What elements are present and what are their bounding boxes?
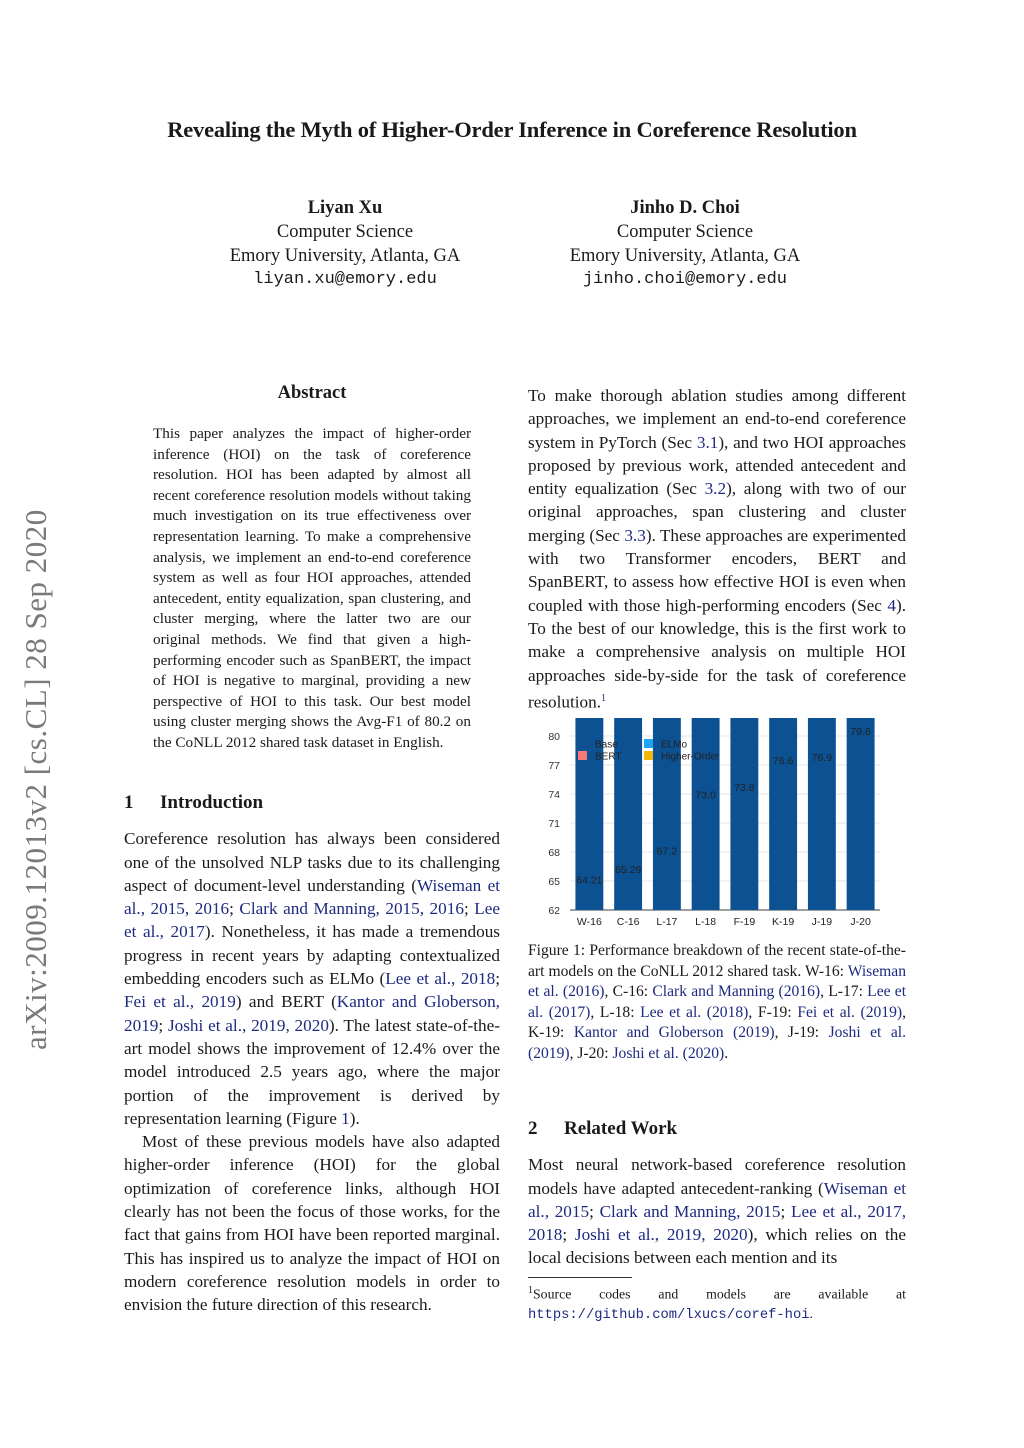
x-tick-label: K-19 [772, 916, 795, 928]
footnote [528, 1281, 906, 1325]
citation-link[interactable]: Kantor and Globerson (2019) [573, 1024, 775, 1042]
text-run: . [724, 1044, 729, 1062]
arxiv-stamp: arXiv:2009.12013v2 [cs.CL] 28 Sep 2020 [18, 509, 53, 1050]
author-block-2 [515, 196, 855, 292]
text-run: ). The latest state-of-the-art model shows the improvement of 12.4% over the model introduced 2.5 years ago, where the major portion of the improvement is derived by representation learning (Figure [124, 1015, 500, 1128]
abstract-heading: Abstract [277, 383, 347, 403]
y-tick-label: 62 [548, 905, 560, 917]
text-run: Figure 1: Performance breakdown of the recent state-of-the-art models on the CoNLL 2012 shared task. W-16: [528, 942, 906, 980]
citation-link[interactable]: Clark and Manning, 2015, 2016 [239, 899, 464, 919]
text-run: , J-19: [774, 1024, 829, 1042]
citation-link[interactable]: Lee et al., 2017, 2018 [528, 1201, 906, 1245]
text-run: , F-19: [748, 1003, 798, 1021]
text-run: , J-20: [569, 1044, 613, 1062]
related-work-section [528, 1117, 906, 1270]
y-tick-label: 74 [548, 789, 560, 801]
text-run: ; [158, 1015, 168, 1035]
text-run: ). Nonetheless, it has made a tremendous progress in recent years by adapting contextualized embedding encoders such as ELMo ( [124, 922, 500, 989]
text-run: ). [349, 1108, 360, 1128]
bar-segment-base [614, 718, 642, 910]
text-run: ), along with two of our original approaches, span clustering and cluster merging (Sec [528, 479, 906, 545]
text-run: ). These approaches are experimented with two Transformer encoders, BERT and SpanBERT, to assess how effective HOI is even when coupled with those high-performing encoders (Sec [528, 525, 906, 615]
citation-link[interactable]: Clark and Manning, 2015 [599, 1201, 781, 1221]
citation-link[interactable]: 3.3 [624, 525, 646, 545]
author-dept: Computer Science [276, 222, 414, 242]
x-tick-label: J-20 [850, 916, 871, 928]
author-dept: Computer Science [616, 222, 754, 242]
citation-link[interactable]: Joshi et al. (2020) [612, 1044, 725, 1062]
y-tick-label: 65 [548, 876, 560, 888]
figure-caption [528, 941, 906, 1065]
performance-bar-chart [540, 718, 910, 933]
bar-total-label: 73.8 [734, 781, 755, 794]
text-run: ), and two HOI approaches proposed by previous work, attended antecedent and entity equalization (Sec [528, 432, 906, 499]
citation-link[interactable]: Wiseman et al., 2015 [528, 1178, 906, 1221]
x-tick-label: W-16 [576, 916, 602, 928]
citation-link[interactable]: Joshi et al. (2019) [528, 1024, 906, 1062]
x-tick-label: L-18 [695, 916, 717, 928]
author-block-1 [175, 196, 515, 292]
citation-link[interactable]: Wiseman et al. (2016) [528, 962, 906, 1001]
section-title: Introduction [160, 792, 264, 813]
text-run: ; [495, 969, 500, 989]
legend-swatch-bert [578, 751, 587, 760]
bar-total-label: 67.2 [656, 845, 678, 858]
author-name: Jinho D. Choi [630, 198, 740, 218]
text-run: ; [229, 899, 240, 919]
footnote-text: Source codes and models are available at [533, 1286, 906, 1302]
text-run: ; [463, 899, 475, 919]
section-title: Related Work [564, 1118, 678, 1139]
bar-segment-base [847, 718, 875, 910]
x-tick-label: J-19 [811, 916, 833, 928]
author-name: Liyan Xu [307, 198, 383, 218]
bar-segment-base [769, 718, 797, 910]
bar-total-label: 65.29 [614, 864, 642, 877]
footnote-ref[interactable]: 1 [601, 692, 607, 704]
footnote-mark: 1 [528, 1285, 533, 1296]
text-run: , K-19: [528, 1003, 906, 1042]
paper-title: Revealing the Myth of Higher-Order Inference in Coreference Resolution [167, 117, 857, 142]
citation-link[interactable]: Lee et al. (2018) [640, 1003, 749, 1021]
intro-section [124, 791, 500, 1317]
citation-link[interactable]: Fei et al., 2019 [124, 992, 236, 1012]
y-tick-label: 68 [548, 847, 560, 859]
citation-link[interactable]: Lee et al., 2018 [385, 969, 496, 989]
text-run: , C-16: [604, 983, 653, 1001]
text-run: Most neural network-based coreference resolution models have adapted antecedent-ranking ( [528, 1155, 906, 1198]
text-run: , L-18: [590, 1003, 641, 1021]
bar-segment-base [692, 718, 720, 910]
legend-swatch-elmo [644, 739, 653, 748]
citation-link[interactable]: Clark and Manning (2016) [652, 983, 821, 1001]
text-run: Coreference resolution has always been considered one of the unsolved NLP tasks due to its challenging aspect of document-level understanding ( [124, 829, 500, 895]
legend-label: ELMo [661, 739, 688, 751]
section-number: 2 [528, 1118, 538, 1139]
legend-label: Higher-Order [661, 751, 720, 763]
bar-total-label: 79.6 [850, 725, 871, 738]
citation-link[interactable]: 3.2 [704, 479, 727, 499]
text-run: , L-17: [820, 983, 868, 1001]
author-affiliation: Emory University, Atlanta, GA [229, 246, 461, 266]
bar-total-label: 64.21 [576, 874, 603, 887]
author-email[interactable]: jinho.choi@emory.edu [582, 270, 788, 289]
bar-total-label: 76.9 [811, 751, 833, 764]
text-run: ) and BERT ( [235, 992, 337, 1012]
abstract-text: This paper analyzes the impact of higher-order inference (HOI) on the task of coreference resolution. HOI has been adapted by almost all recent coreference resolution models without taking much investigation on its true effectiveness over representation learning. To make a comprehensive analysis, we implement an end-to-end coreference system as well as four HOI approaches, attended antecedent, entity equalization, span clustering, and cluster merging, where the latter two are our original methods. We find that given a high-performing encoder such as SpanBERT, the impact of HOI is negative to marginal, providing a new perspective of HOI to this task. Our best model using cluster merging shows the Avg-F1 of 80.2 on the CoNLL 2012 shared task dataset in English. [153, 425, 471, 751]
citation-link[interactable]: Lee et al., 2017 [124, 899, 501, 942]
citation-link[interactable]: Fei et al. (2019) [797, 1003, 903, 1021]
legend-label: BERT [595, 751, 622, 763]
citation-link[interactable]: Joshi et al., 2019, 2020 [574, 1225, 748, 1245]
related-paragraph-1 [528, 1153, 906, 1269]
section-number: 1 [124, 792, 134, 813]
citation-link[interactable]: 4 [887, 595, 896, 615]
y-tick-label: 71 [548, 818, 560, 830]
text-run: ; [562, 1225, 575, 1245]
x-tick-label: F-19 [733, 916, 756, 928]
author-email[interactable]: liyan.xu@emory.edu [253, 270, 437, 289]
section-heading-introduction [124, 791, 500, 814]
citation-link[interactable]: Joshi et al., 2019, 2020 [167, 1015, 329, 1035]
citation-link[interactable]: Kantor and Globerson, 2019 [124, 992, 500, 1035]
bar-segment-base [730, 718, 758, 910]
text-run: To make thorough ablation studies among different approaches, we implement an end-to-end coreference system in PyTorch (Sec [528, 386, 906, 452]
bar-segment-base [808, 718, 836, 910]
section-heading-related-work [528, 1117, 906, 1140]
x-tick-label: C-16 [616, 916, 640, 928]
intro-paragraph-2: Most of these previous models have also adapted higher-order inference (HOI) for the global optimization of coreference links, although HOI clearly has not been the focus of those works, for the fact that gains from HOI have been reported marginal. This has inspired us to analyze the impact of HOI on modern coreference resolution models in order to envision the future direction of this research. [124, 1132, 500, 1315]
text-run: ; [589, 1201, 600, 1221]
author-affiliation: Emory University, Atlanta, GA [569, 246, 801, 266]
bar-total-label: 73.0 [695, 789, 716, 802]
intro-paragraph-3 [528, 384, 906, 714]
y-tick-label: 80 [548, 731, 560, 743]
citation-link[interactable]: Wiseman et al., 2015, 2016 [124, 875, 500, 919]
legend-swatch-base [578, 739, 587, 748]
legend-swatch-higher-order [644, 751, 653, 760]
footnote-end: . [809, 1305, 813, 1321]
text-run: ; [780, 1201, 791, 1221]
bar-total-label: 76.6 [772, 754, 794, 767]
citation-link[interactable]: Lee et al. (2017) [528, 983, 907, 1021]
citation-link[interactable]: 1 [341, 1108, 350, 1128]
citation-link[interactable]: 3.1 [696, 432, 719, 452]
footnote-rule [528, 1277, 632, 1278]
text-run: ). To the best of our knowledge, this is the first work to make a comprehensive analysis on multiple HOI approaches side-by-side for the task of coreference resolution. [528, 595, 906, 712]
footnote-url-link[interactable]: https://github.com/lxucs/coref-hoi [528, 1307, 810, 1323]
intro-paragraph-1 [124, 827, 500, 1130]
text-run: ), which relies on the local decisions between each mention and its [528, 1225, 906, 1268]
x-tick-label: L-17 [656, 916, 678, 928]
y-tick-label: 77 [548, 760, 560, 772]
legend-label: Base [595, 739, 618, 751]
